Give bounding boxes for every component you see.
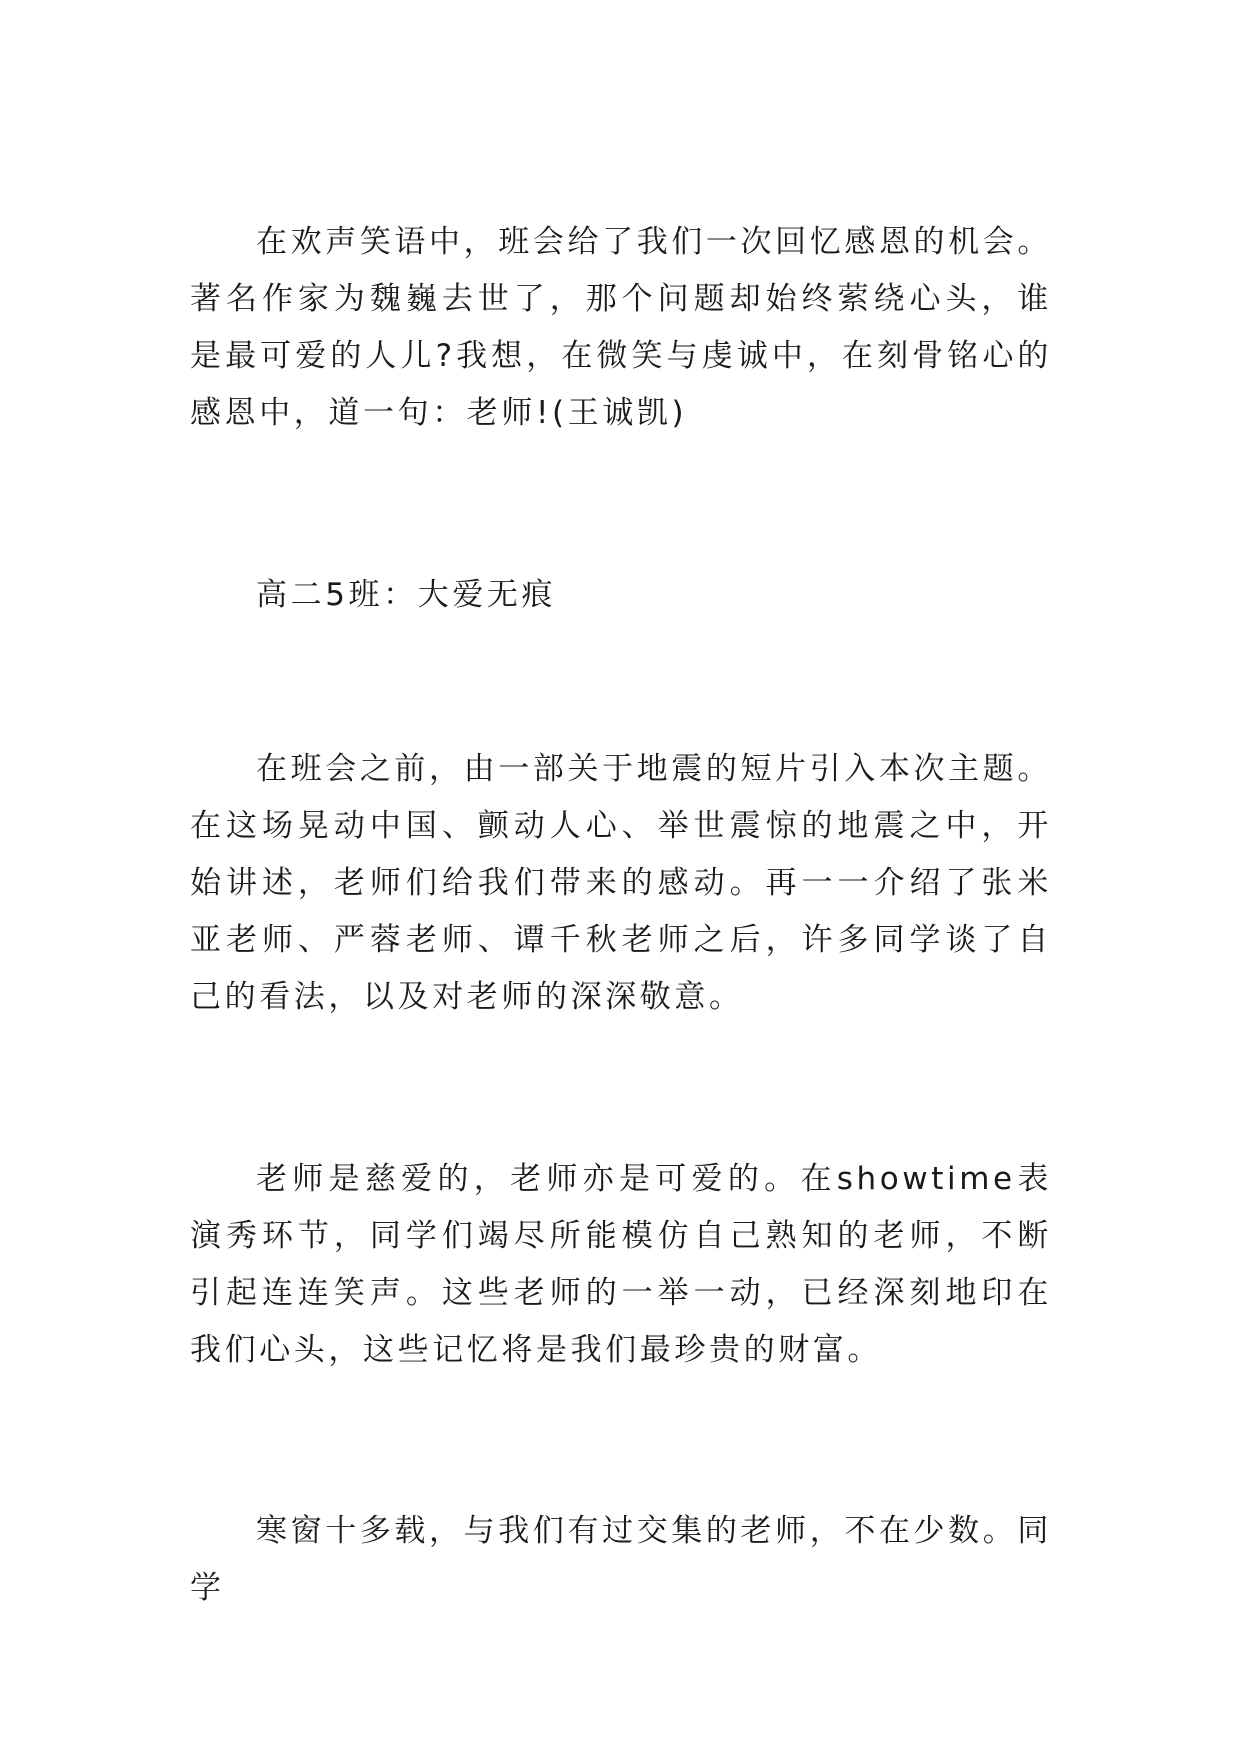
paragraph-teacher-gratitude: 在欢声笑语中，班会给了我们一次回忆感恩的机会。著名作家为魏巍去世了，那个问题却始终萦绕心头，谁是最可爱的人儿?我想，在微笑与虔诚中，在刻骨铭心的感恩中，道一句：老师!(王诚凯)	[190, 224, 1052, 431]
paragraph-years-of-study: 寒窗十多载，与我们有过交集的老师，不在少数。同学	[190, 1513, 1052, 1606]
paragraph-earthquake-film: 在班会之前，由一部关于地震的短片引入本次主题。在这场晃动中国、颤动人心、举世震惊的地震之中，开始讲述，老师们给我们带来的感动。再一一介绍了张米亚老师、严蓉老师、谭千秋老师之后，许多同学谈了自己的看法，以及对老师的深深敬意。	[190, 751, 1052, 1015]
section-heading-class-5: 高二5班：大爱无痕	[256, 577, 557, 613]
paragraph-showtime: 老师是慈爱的，老师亦是可爱的。在showtime表演秀环节，同学们竭尽所能模仿自己熟知的老师，不断引起连连笑声。这些老师的一举一动，已经深刻地印在我们心头，这些记忆将是我们最珍贵的财富。	[190, 1161, 1052, 1368]
